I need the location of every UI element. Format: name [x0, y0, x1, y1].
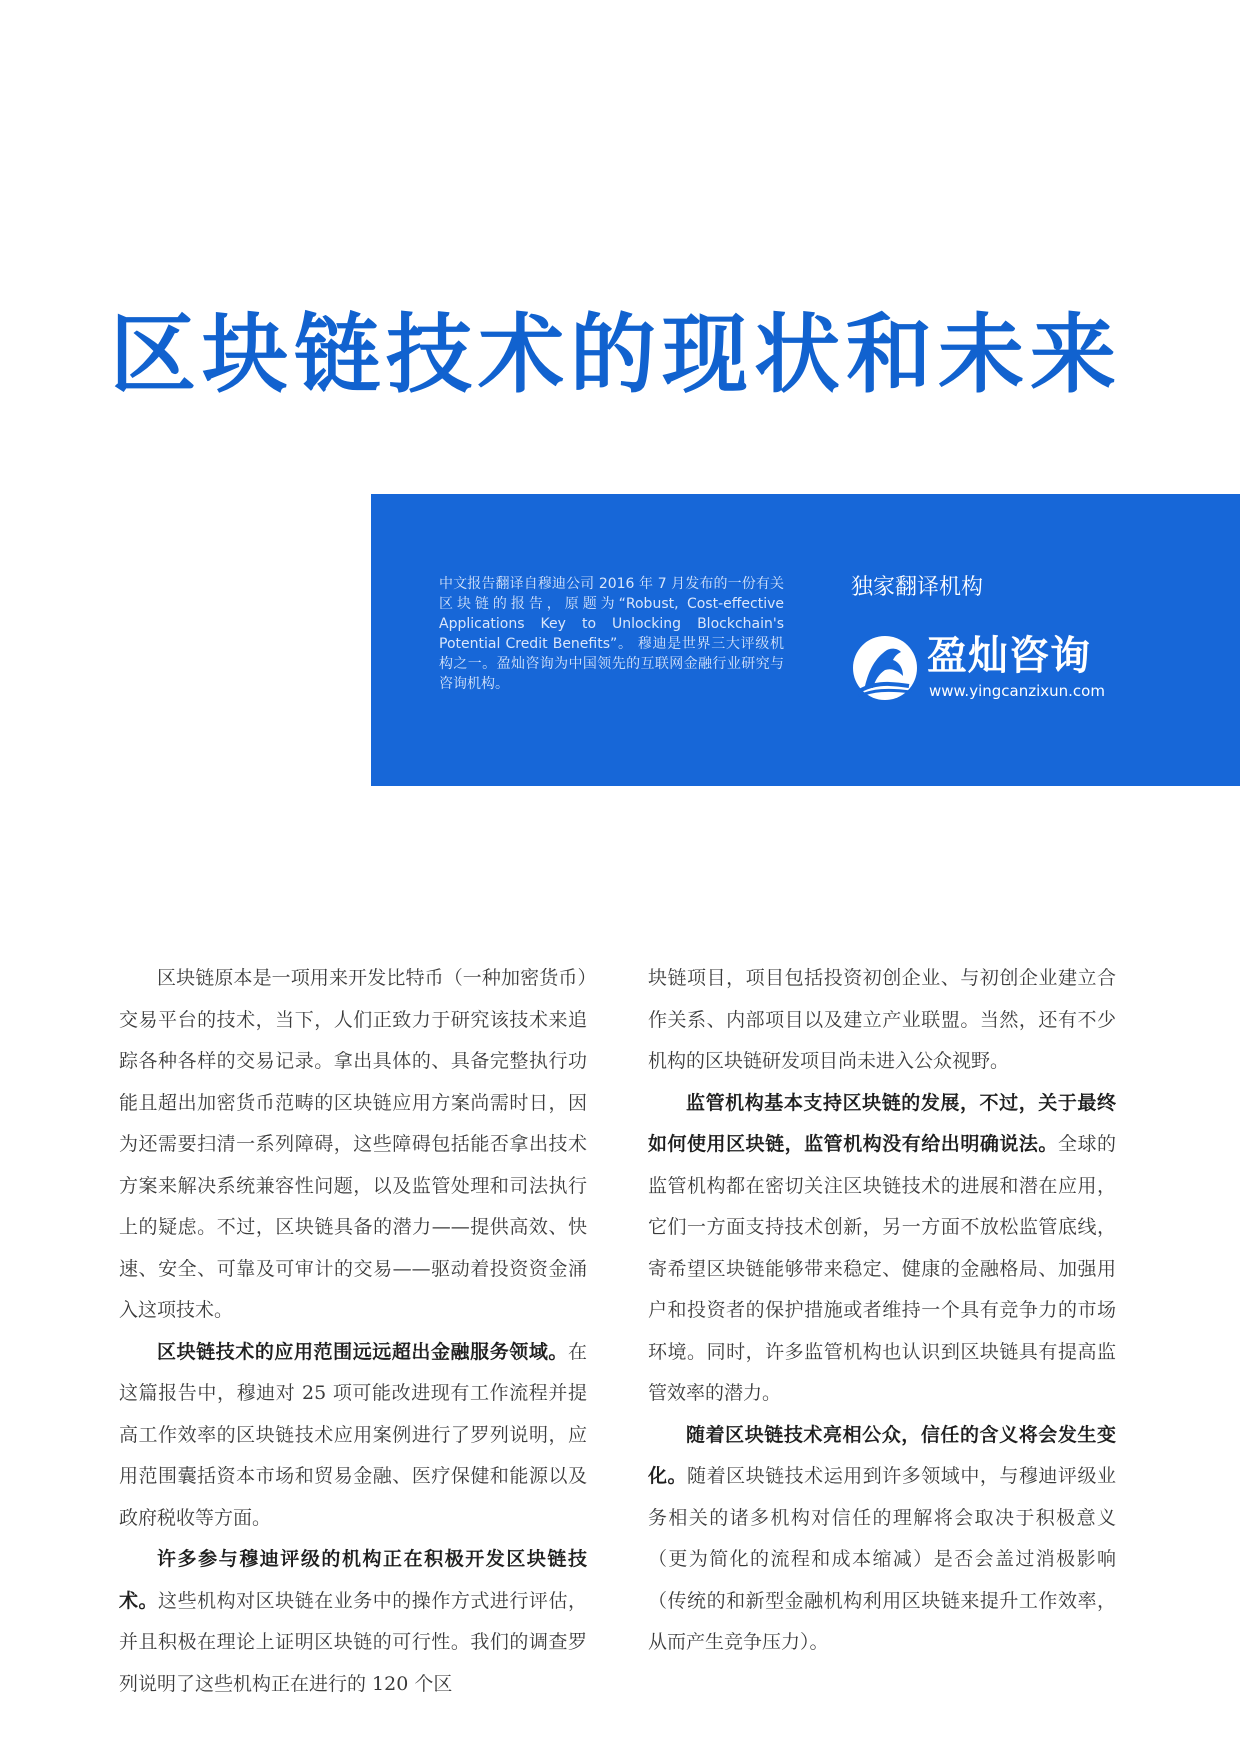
yingcan-logo [851, 626, 1151, 716]
translator-block [851, 574, 1191, 700]
paragraph [648, 1415, 1116, 1664]
paragraph [119, 1539, 587, 1705]
paragraph-text: 在这篇报告中，穆迪对 25 项可能改进现有工作流程并提高工作效率的区块链技术应用案例进行了罗列说明，应用范围囊括资本市场和贸易金融、医疗保健和能源以及政府税收等方面。 [119, 1340, 587, 1529]
body-column-left [119, 958, 587, 1705]
paragraph-lead: 随着区块链技术亮相公众，信任的含义将会发生变化。 [648, 1423, 1116, 1487]
paragraph-text: 区块链原本是一项用来开发比特币（一种加密货币）交易平台的技术，当下，人们正致力于研究该技术来追踪各种各样的交易记录。拿出具体的、具备完整执行功能且超出加密货币范畴的区块链应用方案尚需时日，因为还需要扫清一系列障碍，这些障碍包括能否拿出技术方案来解决系统兼容性问题，以及监管处理和司法执行上的疑虑。不过，区块链具备的潜力——提供高效、快速、安全、可靠及可审计的交易——驱动着投资资金涌入这项技术。 [119, 967, 587, 1321]
paragraph [119, 958, 587, 1332]
body-column-right [648, 958, 1116, 1664]
paragraph-lead: 监管机构基本支持区块链的发展，不过，关于最终如何使用区块链，监管机构没有给出明确说法。 [648, 1091, 1116, 1155]
logo-url: www.yingcanzixun.com [929, 682, 1105, 700]
paragraph-lead: 区块链技术的应用范围远远超出金融服务领域。 [157, 1340, 568, 1363]
paragraph [119, 1332, 587, 1540]
translator-label: 独家翻译机构 [851, 575, 984, 600]
paragraph [648, 958, 1116, 1083]
translation-info-banner [371, 494, 1240, 786]
horse-head-logo-icon [851, 634, 919, 702]
paragraph [648, 1083, 1116, 1415]
report-source-description: 中文报告翻译自穆迪公司 2016 年 7 月发布的一份有关区块链的报告，原题为“Robust, Cost-effective Applications Key to Unlocking Blockchain's Potential Credit Benefits”。 穆迪是世界三大评级机构之一。盈灿咨询为中国领先的互联网金融行业研究与咨询机构。 [439, 576, 784, 692]
paragraph-text: 随着区块链技术运用到许多领域中，与穆迪评级业务相关的诸多机构对信任的理解将会取决于积极意义（更为简化的流程和成本缩减）是否会盖过消极影响（传统的和新型金融机构利用区块链来提升工作效率，从而产生竞争压力）。 [648, 1465, 1116, 1653]
logo-name: 盈灿咨询 [927, 633, 1091, 679]
paragraph-lead: 许多参与穆迪评级的机构正在积极开发区块链技术。 [119, 1548, 587, 1612]
paragraph-text: 全球的监管机构都在密切关注区块链技术的进展和潜在应用，它们一方面支持技术创新，另一方面不放松监管底线，寄希望区块链能够带来稳定、健康的金融格局、加强用户和投资者的保护措施或者维持一个具有竞争力的市场环境。同时，许多监管机构也认识到区块链具有提高监管效率的潜力。 [648, 1133, 1116, 1404]
paragraph-text: 这些机构对区块链在业务中的操作方式进行评估，并且积极在理论上证明区块链的可行性。我们的调查罗列说明了这些机构正在进行的 120 个区 [119, 1589, 587, 1695]
paragraph-text: 块链项目，项目包括投资初创企业、与初创企业建立合作关系、内部项目以及建立产业联盟。当然，还有不少机构的区块链研发项目尚未进入公众视野。 [648, 967, 1116, 1072]
page-title: 区块链技术的现状和未来 [110, 305, 1122, 405]
